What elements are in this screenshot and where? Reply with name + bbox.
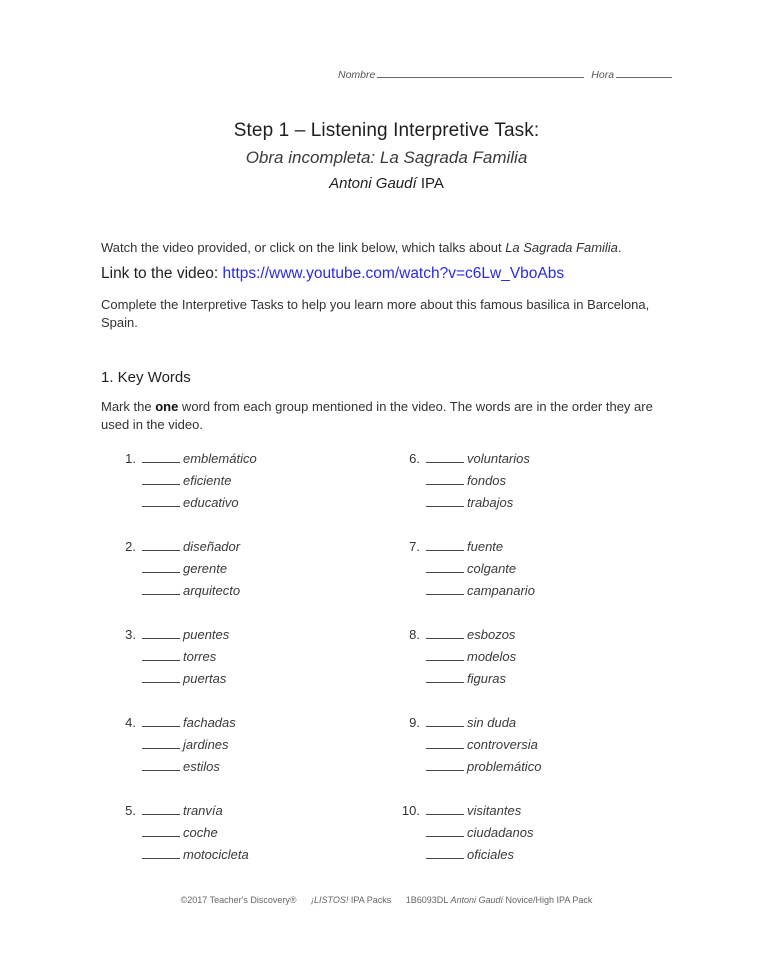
answer-blank[interactable] [426, 495, 464, 507]
answer-blank[interactable] [142, 803, 180, 815]
footer-listos-rest: IPA Packs [348, 895, 392, 905]
key-word-option [116, 582, 240, 604]
footer-copyright: ©2017 Teacher's Discovery® [180, 895, 297, 905]
answer-blank[interactable] [142, 737, 180, 749]
option-word: voluntarios [467, 451, 530, 466]
key-word-option [116, 494, 257, 516]
group-number: 3. [125, 627, 136, 642]
page-subtitle-author [0, 175, 773, 192]
video-link[interactable]: https://www.youtube.com/watch?v=c6Lw_VboAbs [222, 265, 565, 282]
option-word: tranvía [183, 803, 223, 818]
answer-blank[interactable] [142, 495, 180, 507]
answer-blank[interactable] [426, 847, 464, 859]
answer-blank[interactable] [426, 561, 464, 573]
key-word-group [400, 626, 516, 692]
option-word: puentes [183, 627, 230, 642]
option-word: diseñador [183, 539, 241, 554]
key-word-group [116, 714, 236, 780]
key-word-group [116, 450, 257, 516]
footer-listos [311, 895, 391, 905]
title-block [0, 120, 773, 192]
author-suffix: IPA [416, 175, 444, 192]
footer-code-num: 1B6093DL [405, 895, 451, 905]
answer-blank[interactable] [426, 649, 464, 661]
option-word: fuente [467, 539, 504, 554]
key-word-group [116, 626, 229, 692]
option-word: eficiente [183, 473, 232, 488]
name-label: Nombre [338, 69, 376, 81]
answer-blank[interactable] [426, 627, 464, 639]
footer-code-italic: Antoni Gaudí [450, 895, 503, 905]
author-name: Antoni Gaudí [329, 175, 417, 192]
group-number: 9. [409, 715, 420, 730]
option-word: controversia [467, 737, 538, 752]
hour-blank[interactable] [616, 68, 672, 78]
key-word-option [116, 670, 229, 692]
intro-paragraph [101, 239, 681, 257]
key-word-option [400, 736, 541, 758]
key-word-group [116, 802, 249, 868]
key-word-option [400, 538, 535, 560]
instructions-paragraph [101, 398, 681, 434]
option-word: campanario [467, 583, 535, 598]
footer-listos-italic: ¡LISTOS! [311, 895, 349, 905]
key-word-option [116, 450, 257, 472]
answer-blank[interactable] [426, 803, 464, 815]
option-word: trabajos [467, 495, 514, 510]
option-word: fachadas [183, 715, 236, 730]
option-word: educativo [183, 495, 239, 510]
option-word: puertas [183, 671, 227, 686]
option-word: jardines [183, 737, 229, 752]
group-number: 2. [125, 539, 136, 554]
key-word-option [400, 758, 541, 780]
answer-blank[interactable] [426, 715, 464, 727]
answer-blank[interactable] [142, 847, 180, 859]
option-word: problemático [467, 759, 542, 774]
option-word: figuras [467, 671, 507, 686]
key-word-option [116, 802, 249, 824]
key-word-option [400, 494, 530, 516]
option-word: fondos [467, 473, 507, 488]
answer-blank[interactable] [142, 825, 180, 837]
page-subtitle: Obra incompleta: La Sagrada Familia [245, 148, 528, 167]
key-word-option [116, 758, 236, 780]
footer [0, 895, 773, 905]
intro-text: Watch the video provided, or click on the link below, which talks about [101, 240, 506, 255]
key-word-group [400, 450, 530, 516]
answer-blank[interactable] [142, 473, 180, 485]
group-number: 4. [125, 715, 136, 730]
option-word: oficiales [467, 847, 514, 862]
video-link-line [101, 265, 564, 283]
option-word: emblemático [183, 451, 257, 466]
option-word: estilos [183, 759, 220, 774]
answer-blank[interactable] [426, 583, 464, 595]
option-word: visitantes [467, 803, 522, 818]
key-word-group [394, 802, 534, 868]
key-word-option [116, 648, 229, 670]
key-word-option [116, 824, 249, 846]
key-word-option [400, 626, 516, 648]
answer-blank[interactable] [142, 671, 180, 683]
intro-end: . [617, 240, 622, 255]
footer-code [406, 895, 593, 905]
answer-blank[interactable] [142, 539, 180, 551]
answer-blank[interactable] [426, 759, 464, 771]
answer-blank[interactable] [426, 539, 464, 551]
name-blank[interactable] [377, 68, 584, 78]
video-link-label: Link to the video: [101, 265, 219, 282]
answer-blank[interactable] [426, 451, 464, 463]
key-word-group [116, 538, 240, 604]
option-word: coche [183, 825, 218, 840]
complete-paragraph: Complete the Interpretive Tasks to help you learn more about this famous basilica in Barcelona, Spain. [101, 297, 650, 330]
key-word-option [400, 582, 535, 604]
key-word-option [400, 560, 535, 582]
key-word-group [400, 538, 535, 604]
answer-blank[interactable] [142, 583, 180, 595]
answer-blank[interactable] [142, 759, 180, 771]
option-word: sin duda [467, 715, 517, 730]
instr-bold: one [155, 399, 179, 414]
option-word: torres [183, 649, 217, 664]
name-hour-line [338, 68, 672, 81]
key-word-option [394, 846, 534, 868]
key-word-option [116, 846, 249, 868]
key-word-option [116, 472, 257, 494]
key-word-option [394, 824, 534, 846]
key-word-option [394, 802, 534, 824]
instr-after: word from each group mentioned in the video. The words are in the order they are used in the video. [101, 399, 653, 432]
key-word-option [400, 450, 530, 472]
option-word: ciudadanos [467, 825, 534, 840]
answer-blank[interactable] [426, 825, 464, 837]
key-word-option [116, 736, 236, 758]
key-word-option [116, 560, 240, 582]
key-word-option [400, 714, 541, 736]
answer-blank[interactable] [426, 671, 464, 683]
answer-blank[interactable] [142, 451, 180, 463]
answer-blank[interactable] [142, 649, 180, 661]
group-number: 1. [125, 451, 136, 466]
option-word: gerente [183, 561, 228, 576]
option-word: modelos [467, 649, 517, 664]
key-word-option [400, 648, 516, 670]
answer-blank[interactable] [142, 715, 180, 727]
option-word: arquitecto [183, 583, 241, 598]
answer-blank[interactable] [426, 737, 464, 749]
section-heading: 1. Key Words [101, 369, 191, 386]
option-word: colgante [467, 561, 517, 576]
footer-code-rest: Novice/High IPA Pack [503, 895, 593, 905]
key-word-group [400, 714, 541, 780]
hour-label: Hora [591, 69, 615, 81]
answer-blank[interactable] [426, 473, 464, 485]
instr-before: Mark the [101, 399, 156, 414]
option-word: esbozos [467, 627, 516, 642]
group-number: 10. [401, 803, 420, 818]
key-word-option [116, 714, 236, 736]
key-word-option [116, 538, 240, 560]
group-number: 8. [409, 627, 420, 642]
key-word-option [116, 626, 229, 648]
page-title: Step 1 – Listening Interpretive Task: [233, 120, 540, 141]
key-word-option [400, 670, 516, 692]
group-number: 6. [409, 451, 420, 466]
option-word: motocicleta [183, 847, 249, 862]
intro-italic: La Sagrada Familia [505, 240, 618, 255]
answer-blank[interactable] [142, 627, 180, 639]
group-number: 5. [125, 803, 136, 818]
key-word-option [400, 472, 530, 494]
answer-blank[interactable] [142, 561, 180, 573]
group-number: 7. [409, 539, 420, 554]
